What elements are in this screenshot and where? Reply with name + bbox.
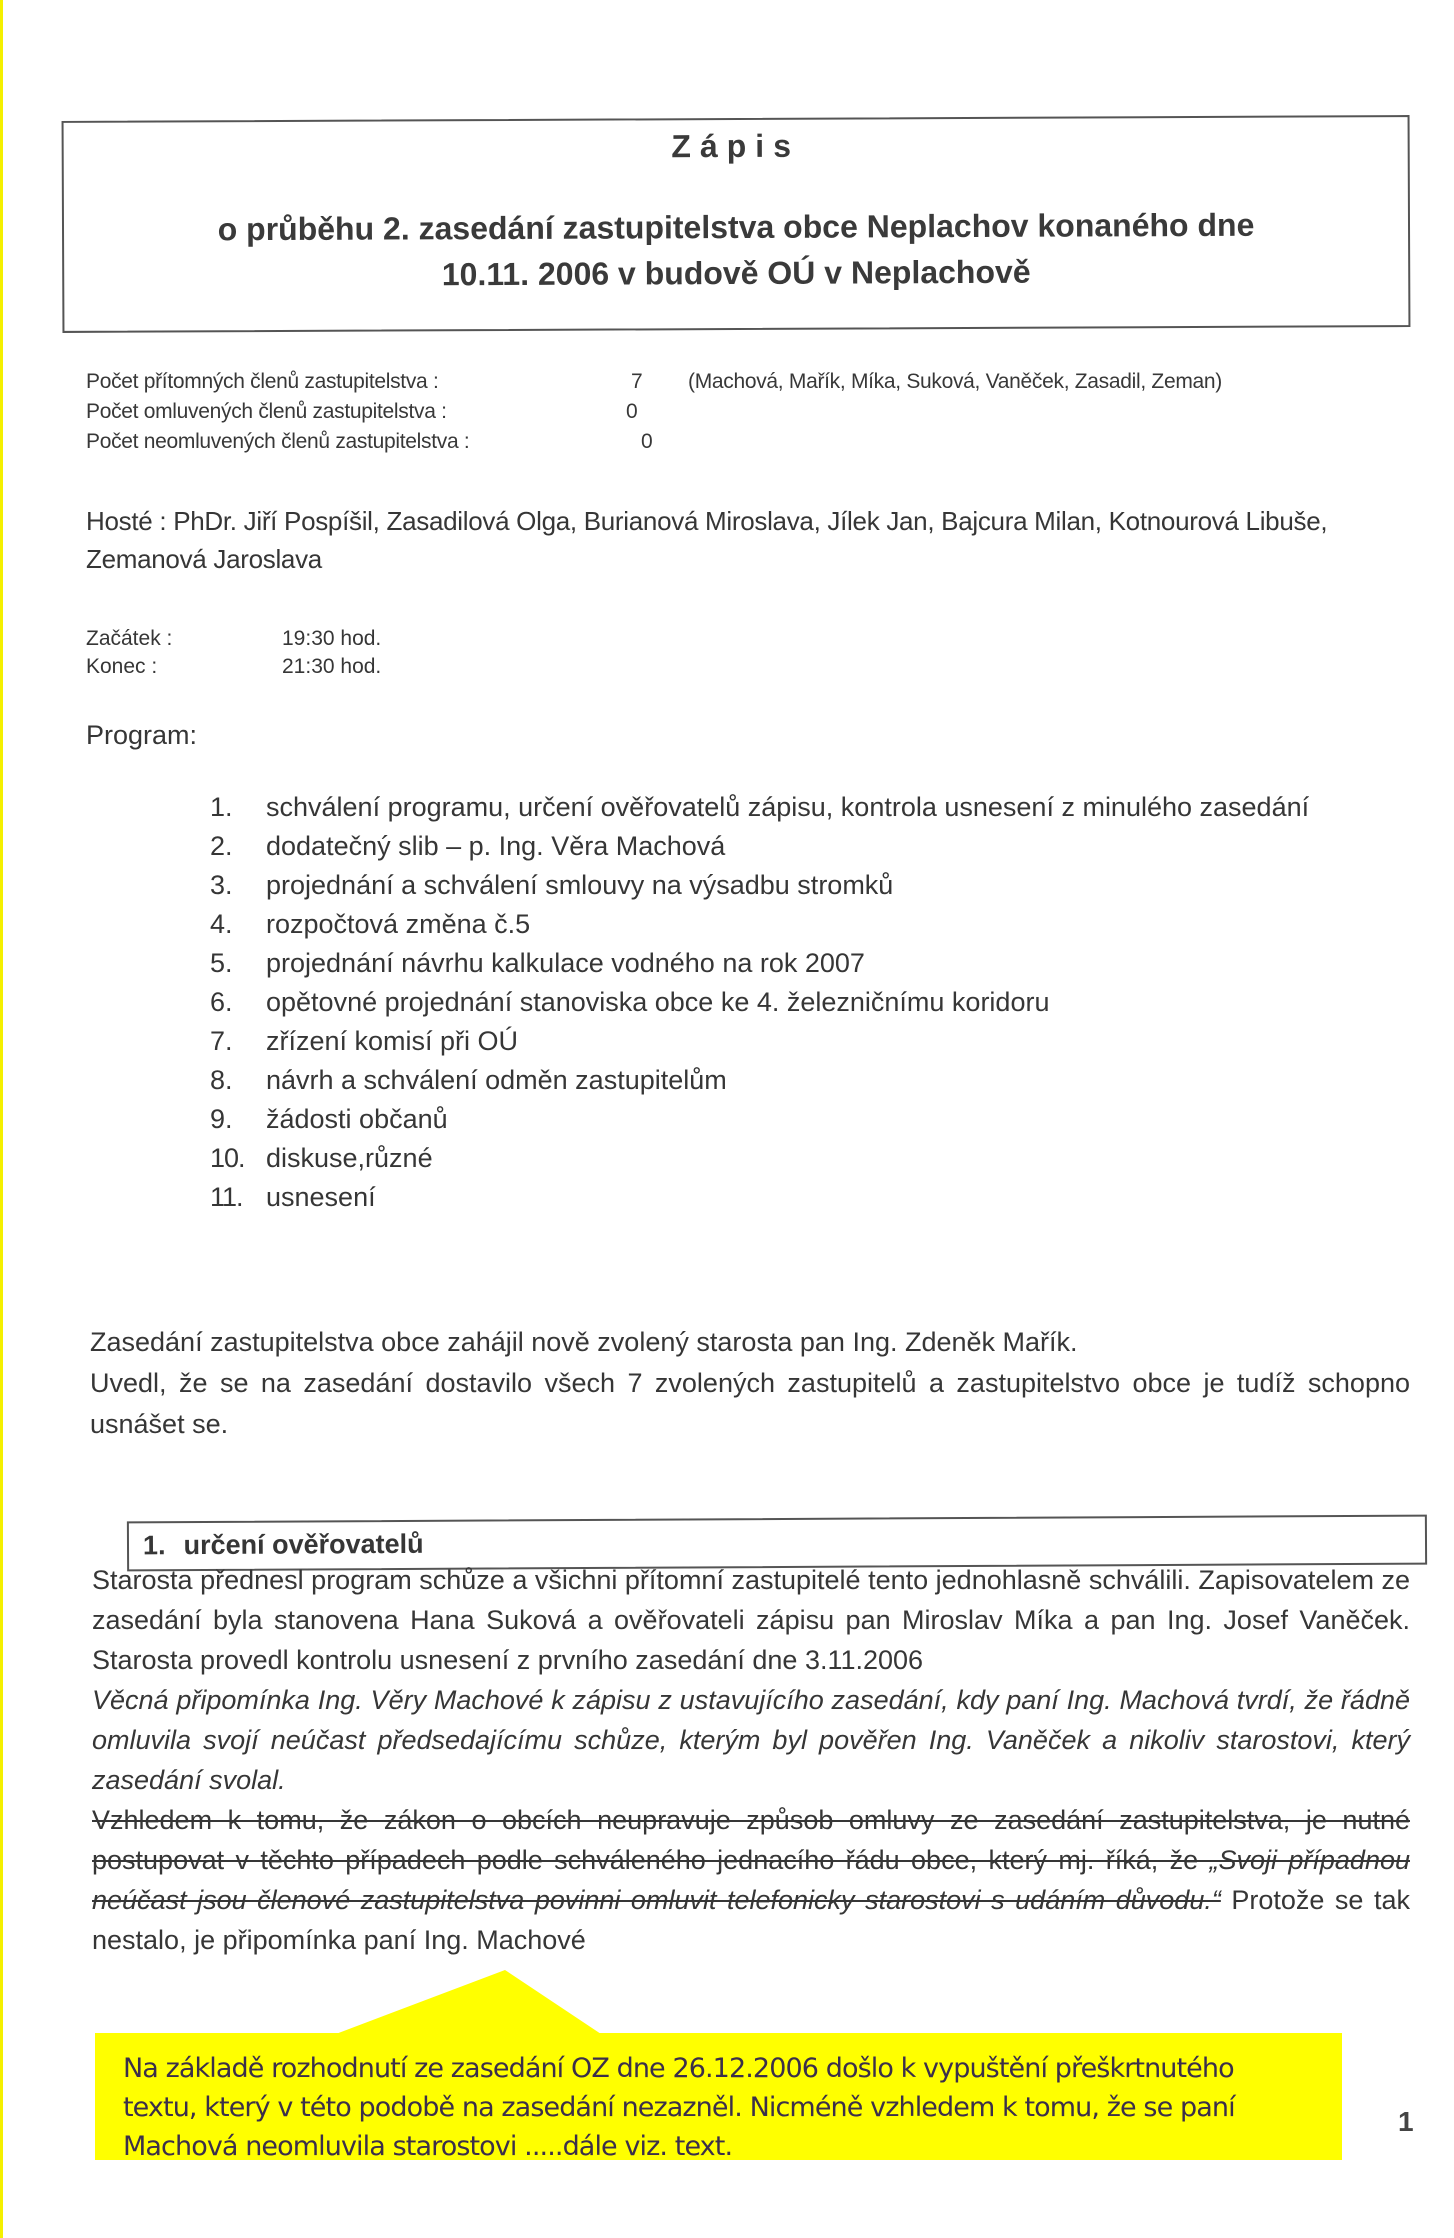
section-1-paragraph: Starosta přednesl program schůze a všichni přítomní zastupitelé tento jednohlasně schválili. Zapisovatelem ze zasedání byla stanovena Hana Suková a ověřovateli zápisu pan Miroslav Míka a pan Ing. Josef Vaněček. Starosta provedl kontrolu usnesení z prvního zasedání dne 3.11.2006 bbox=[92, 1565, 1410, 1675]
program-item: 7. zřízení komisí při OÚ bbox=[210, 1026, 519, 1056]
opening-paragraph bbox=[90, 1322, 1410, 1445]
struck-text: Vzhledem k tomu, že zákon o obcích neupravuje způsob omluvy ze zasedání zastupitelstva, je nutné postupovat v těchto případech podle schváleného jednacího řádu obce, který mj. říká, že bbox=[92, 1805, 1410, 1875]
meeting-times bbox=[86, 625, 586, 685]
present-count: 7 bbox=[631, 370, 643, 393]
program-item: 10. diskuse,různé bbox=[210, 1143, 433, 1173]
attendance-block bbox=[86, 368, 1416, 458]
opening-line-2: Uvedl, že se na zasedání dostavilo všech 7 zvolených zastupitelů a zastupitelstvo obce je tudíž schopno usnášet se. bbox=[90, 1368, 1410, 1439]
excused-count: 0 bbox=[626, 400, 638, 423]
program-heading: Program: bbox=[86, 720, 198, 750]
program-item: 6. opětovné projednání stanoviska obce ke 4. železničnímu koridoru bbox=[210, 987, 1050, 1017]
annotation-callout: Na základě rozhodnutí ze zasedání OZ dne 26.12.2006 došlo k vypuštění přeškrtnutého textu, který v této podobě na zasedání nezazněl. Nicméně vzhledem k tomu, že se paní Machová neomluvila starostovi .....dále viz. text. bbox=[95, 2033, 1342, 2160]
program-item: 5. projednání návrhu kalkulace vodného na rok 2007 bbox=[210, 948, 865, 978]
unexcused-count: 0 bbox=[641, 430, 653, 453]
title-box bbox=[62, 115, 1411, 333]
opening-line-1: Zasedání zastupitelstva obce zahájil nově zvolený starosta pan Ing. Zdeněk Mařík. bbox=[90, 1327, 1078, 1357]
guests-list: Hosté : PhDr. Jiří Pospíšil, Zasadilová Olga, Burianová Miroslava, Jílek Jan, Bajcura Milan, Kotnourová Libuše, Zemanová Jaroslava bbox=[86, 506, 1328, 574]
document-subtitle bbox=[64, 201, 1408, 299]
page-number: 1 bbox=[1398, 2106, 1414, 2137]
program-item: 4. rozpočtová změna č.5 bbox=[210, 909, 531, 939]
start-time: 19:30 hod. bbox=[282, 627, 382, 650]
present-label: Počet přítomných členů zastupitelstva : bbox=[86, 370, 439, 393]
struck-paragraph bbox=[92, 1800, 1410, 1960]
page-edge-line bbox=[0, 0, 3, 2238]
section-1-body bbox=[92, 1560, 1410, 1960]
end-label: Konec : bbox=[86, 655, 158, 678]
program-item: 1. schválení programu, určení ověřovatelů zápisu, kontrola usnesení z minulého zasedání bbox=[210, 792, 1310, 822]
program-list bbox=[210, 788, 1340, 1217]
document-title: Zápis bbox=[671, 127, 801, 165]
continuation-text: Protože se tak nestalo, je připomínka paní Ing. Machové bbox=[92, 1885, 1410, 1955]
present-names: (Machová, Mařík, Míka, Suková, Vaněček, Zasadil, Zeman) bbox=[688, 370, 1222, 393]
unexcused-label: Počet neomluvených členů zastupitelstva : bbox=[86, 430, 470, 453]
struck-quote: „Svoji případnou neúčast jsou členové zastupitelstva povinni omluvit telefonicky starostovi s udáním důvodu.“ bbox=[92, 1845, 1410, 1915]
excused-label: Počet omluvených členů zastupitelstva : bbox=[86, 400, 447, 423]
end-time: 21:30 hod. bbox=[282, 655, 382, 678]
program-item: 3. projednání a schválení smlouvy na výsadbu stromků bbox=[210, 870, 894, 900]
objection-paragraph: Věcná připomínka Ing. Věry Machové k zápisu z ustavujícího zasedání, kdy paní Ing. Machová tvrdí, že řádně omluvila svojí neúčast předsedajícímu schůze, kterým byl pověřen Ing. Vaněček a nikoliv starostovi, který zasedání svolal. bbox=[92, 1685, 1410, 1795]
program-item: 2. dodatečný slib – p. Ing. Věra Machová bbox=[210, 831, 726, 861]
subtitle-line-2: 10.11. 2006 v budově OÚ v Neplachově bbox=[441, 253, 1031, 293]
subtitle-line-1: o průběhu 2. zasedání zastupitelstva obce Neplachov konaného dne bbox=[217, 206, 1255, 248]
start-label: Začátek : bbox=[86, 627, 173, 650]
program-item: 8. návrh a schválení odměn zastupitelům bbox=[210, 1065, 727, 1095]
section-number: 1. bbox=[142, 1530, 166, 1561]
program-item: 9. žádosti občanů bbox=[210, 1104, 448, 1134]
program-item: 11. usnesení bbox=[210, 1182, 376, 1212]
section-title: určení ověřovatelů bbox=[183, 1528, 424, 1561]
